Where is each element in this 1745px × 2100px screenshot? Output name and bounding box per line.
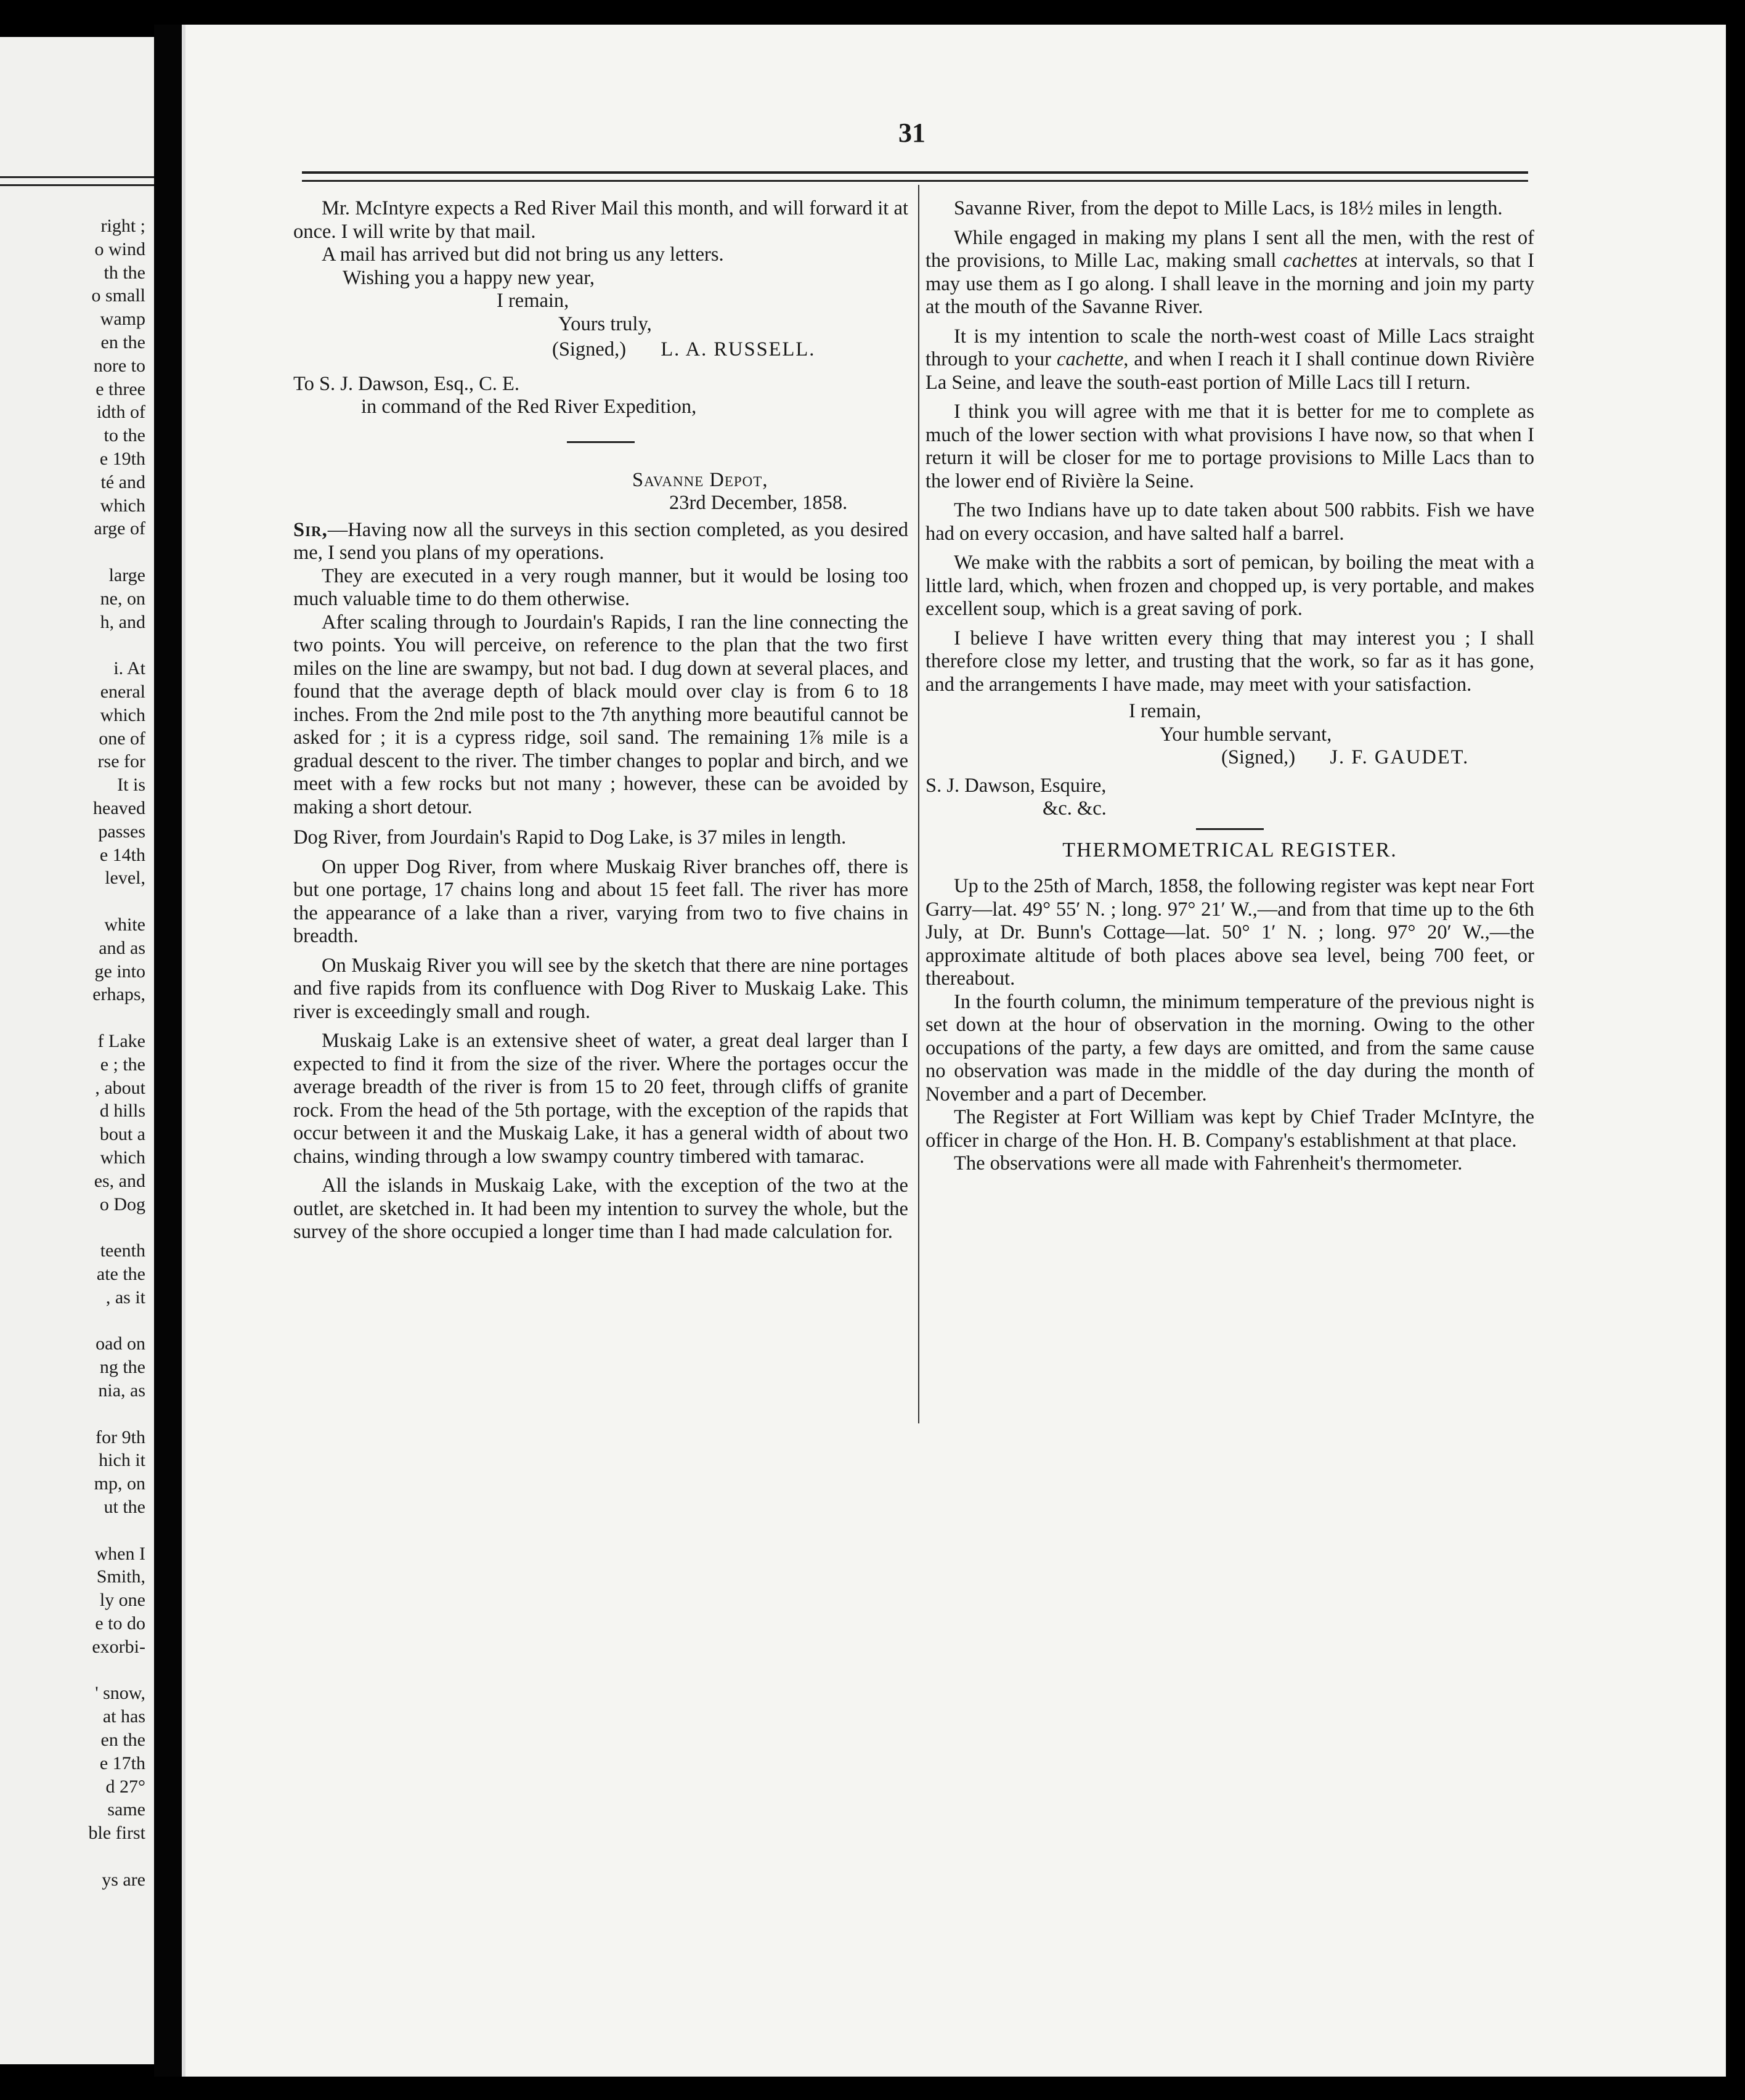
paragraph: On Muskaig River you will see by the sketch that there are nine portages and five rapids from its confluence with Dog River to Muskaig Lake. This river is exceedingly small and rough. xyxy=(293,954,908,1023)
adjacent-page-fragment: o small xyxy=(91,285,145,306)
adjacent-page-fragment: , about xyxy=(95,1077,145,1098)
closing-line: Your humble servant, xyxy=(1160,723,1332,746)
paragraph xyxy=(925,325,1534,395)
adjacent-page-fragment: h, and xyxy=(100,611,145,632)
paragraph-text: at intervals, so that I may use them as I go along. I shall leave in the morning and join my party at the mouth of the Savanne River. xyxy=(925,250,1534,318)
closing-line: I remain, xyxy=(497,290,569,312)
italic-term: cachette xyxy=(1056,348,1124,370)
adjacent-page-fragment: ' snow, xyxy=(95,1683,145,1704)
paragraph: A mail has arrived but did not bring us any letters. xyxy=(322,243,724,266)
adjacent-page-fragment: at has xyxy=(102,1706,145,1727)
adjacent-page-fragment: o wind xyxy=(94,238,145,259)
paragraph: I think you will agree with me that it is better for me to complete as much of the lower section with what provisions I have now, so that when I return it will be closer for me to portage provisions to Mille Lacs than to the lower end of Rivière la Seine. xyxy=(925,401,1534,492)
signature-line xyxy=(925,746,1534,770)
paragraph: The two Indians have up to date taken about 500 rabbits. Fish we have had on every occasion, and have salted half a barrel. xyxy=(925,499,1534,545)
salutation: Sir, xyxy=(293,518,328,541)
adjacent-page-fragment: nore to xyxy=(93,355,145,376)
adjacent-page-fragment: level, xyxy=(105,868,145,889)
adjacent-page-fragment: en the xyxy=(100,1730,145,1750)
adjacent-page-fragment: e 14th xyxy=(99,844,145,865)
adjacent-page-left xyxy=(0,37,154,2064)
paragraph: I believe I have written every thing that may interest you ; I shall therefore close my letter, and trusting that the work, so far as it has gone, and the arrangements I have made, may meet with your satisfaction. xyxy=(925,627,1534,696)
adjacent-page-fragment: which xyxy=(100,704,145,725)
paragraph: They are executed in a very rough manner, but it would be losing too much valuable time to do them otherwise. xyxy=(293,564,908,610)
paragraph: The Register at Fort William was kept by Chief Trader McIntyre, the officer in charge of the Hon. H. B. Company's establishment at that place. xyxy=(925,1106,1534,1152)
adjacent-page-fragment: en the xyxy=(100,332,145,352)
header-double-rule xyxy=(302,171,1528,182)
adjacent-page-fragment: ly one xyxy=(99,1590,145,1611)
adjacent-page-fragment: es, and xyxy=(94,1170,145,1191)
adjacent-page-fragment: white xyxy=(104,914,145,935)
letter-date: 23rd December, 1858. xyxy=(669,492,848,514)
adjacent-page-rule xyxy=(0,176,154,186)
paragraph: We make with the rabbits a sort of pemican, by boiling the meat with a little lard, which, when frozen and chopped up, is very portable, and makes excellent soup, which is a great saving of pork. xyxy=(925,551,1534,620)
addressee-line: S. J. Dawson, Esquire, xyxy=(925,774,1107,797)
letter-place: Savanne Depot, xyxy=(632,468,768,491)
adjacent-page-fragment: large xyxy=(108,565,145,585)
adjacent-page-fragment: , as it xyxy=(105,1287,145,1308)
left-column xyxy=(293,197,908,1244)
adjacent-page-fragment: e ; the xyxy=(100,1054,145,1075)
adjacent-page-fragment: d hills xyxy=(99,1101,145,1121)
paragraph: In the fourth column, the minimum temperature of the previous night is set down at the hour of observation in the morning. Owing to the other occupations of the party, a few days are omitted, and from the same cause no observation was made in the middle of the day during the month of November and a part of December. xyxy=(925,990,1534,1105)
column-divider xyxy=(918,185,919,1423)
adjacent-page-fragment: Smith, xyxy=(96,1566,145,1587)
adjacent-page-fragment: one of xyxy=(99,728,145,749)
adjacent-page-fragment: teenth xyxy=(100,1240,145,1261)
adjacent-page-fragment: mp, on xyxy=(94,1473,145,1494)
paragraph: After scaling through to Jourdain's Rapids, I ran the line connecting the two points. You will perceive, on reference to the plan that the two first miles on the line are swampy, but not bad. I dug down at several places, and found that the average depth of black mould over clay is from 6 to 18 inches. From the 2nd mile post to the 7th anything more beautiful cannot be asked for ; it is a cypress ridge, soil sand. The remaining 1⅞ mile is a gradual descent to the river. The timber changes to poplar and birch, and we meet with a few rocks but not many ; however, these can be avoided by making a short detour. xyxy=(293,611,908,818)
signed-label: (Signed,) xyxy=(552,338,627,360)
adjacent-page-fragment: hich it xyxy=(99,1450,145,1471)
closing-line: I remain, xyxy=(1129,700,1202,722)
paragraph: Savanne River, from the depot to Mille Lacs, is 18½ miles in length. xyxy=(954,197,1503,219)
signer-name: J. F. GAUDET. xyxy=(1330,746,1470,768)
paragraph: Up to the 25th of March, 1858, the following register was kept near Fort Garry—lat. 49° 55′ N. ; long. 97° 21′ W.,—and from that time up to the 6th July, at Dr. Bunn's Cottage—lat. 50° 1′ N. ; long. 97° 20′ W.,—the approximate altitude of both places above sea level, being 700 feet, or thereabout. xyxy=(925,875,1534,990)
closing-line: Wishing you a happy new year, xyxy=(343,266,595,289)
adjacent-page-fragment: ne, on xyxy=(100,588,145,609)
paragraph: The observations were all made with Fahrenheit's thermometer. xyxy=(954,1152,1463,1174)
paragraph: On upper Dog River, from where Muskaig River branches off, there is but one portage, 17 chains long and about 15 feet fall. The river has more the appearance of a lake than a river, varying from two to five chains in breadth. xyxy=(293,855,908,947)
addressee-line: To S. J. Dawson, Esq., C. E. xyxy=(293,372,519,395)
page-number: 31 xyxy=(898,118,925,148)
adjacent-page-fragment: e 17th xyxy=(99,1752,145,1773)
adjacent-page-fragment: ble first xyxy=(88,1823,145,1844)
adjacent-page-fragment: exorbi- xyxy=(92,1636,145,1657)
adjacent-page-fragment: for 9th xyxy=(96,1426,145,1447)
adjacent-page-fragment: erhaps, xyxy=(92,984,145,1005)
adjacent-page-fragment: same xyxy=(107,1799,145,1820)
signed-label: (Signed,) xyxy=(1221,746,1296,768)
addressee-line: &c. &c. xyxy=(1043,797,1107,820)
adjacent-page-fragment: ge into xyxy=(94,961,145,982)
adjacent-page-fragment: when I xyxy=(94,1543,145,1564)
section-heading: THERMOMETRICAL REGISTER. xyxy=(1062,838,1397,861)
addressee-line: in command of the Red River Expedition, xyxy=(361,396,697,418)
right-column xyxy=(925,197,1534,1176)
adjacent-page-fragment: and as xyxy=(99,937,145,958)
signature-line xyxy=(293,338,908,362)
paragraph xyxy=(925,227,1534,319)
paragraph-text: While engaged in making my plans I sent all the men, with the rest of the provisions, to Mille Lac, making small xyxy=(925,226,1534,272)
paragraph: Mr. McIntyre expects a Red River Mail this month, and will forward it at once. I will write by that mail. xyxy=(293,197,908,243)
adjacent-page-fragment: té and xyxy=(100,471,145,492)
closing-line: Yours truly, xyxy=(558,312,652,335)
adjacent-page-fragment: rse for xyxy=(97,751,145,772)
paragraph-text: , and when I reach it I shall continue down Rivière La Seine, and leave the south-east portion of Mille Lacs till I return. xyxy=(925,348,1534,394)
adjacent-page-fragment: e to do xyxy=(95,1613,145,1634)
paragraph-text: —Having now all the surveys in this section completed, as you desired me, I send you plans of my operations. xyxy=(293,518,908,564)
adjacent-page-fragment: e 19th xyxy=(99,449,145,469)
adjacent-page-fragment: d 27° xyxy=(105,1776,145,1797)
adjacent-page-fragment: eneral xyxy=(100,682,145,702)
adjacent-page-fragment: idth of xyxy=(96,402,145,423)
adjacent-page-fragment: which xyxy=(100,495,145,516)
adjacent-page-fragment: f Lake xyxy=(97,1031,145,1051)
adjacent-page-fragment: i. At xyxy=(113,658,145,679)
paragraph: Muskaig Lake is an extensive sheet of water, a great deal larger than I expected to find it from the size of the river. Where the portages occur the average breadth of the river is from 15 to 20 feet, through cliffs of granite rock. From the head of the 5th portage, with the exception of the rapids that occur between it and the Muskaig Lake, it has a general width of about two chains, winding through a low swampy country timbered with tamarac. xyxy=(293,1030,908,1168)
adjacent-page-fragment: o Dog xyxy=(99,1194,145,1215)
adjacent-page-fragment: ng the xyxy=(99,1357,145,1378)
paragraph-text: It is my intention to scale the north-west coast of Mille Lacs straight through to your xyxy=(925,325,1534,370)
adjacent-page-fragment: passes xyxy=(98,821,145,842)
scan-border-right xyxy=(1727,0,1745,2100)
adjacent-page-fragment: ate the xyxy=(96,1264,145,1284)
italic-term: cachettes xyxy=(1283,250,1358,272)
adjacent-page-fragment: arge of xyxy=(94,518,145,539)
adjacent-page-fragment: oad on xyxy=(96,1333,145,1354)
adjacent-page-fragment: wamp xyxy=(100,309,145,330)
adjacent-page-fragment: ut the xyxy=(104,1497,145,1517)
signer-name: L. A. RUSSELL. xyxy=(661,338,816,360)
paragraph: Dog River, from Jourdain's Rapid to Dog Lake, is 37 miles in length. xyxy=(293,826,847,849)
adjacent-page-fragment: th the xyxy=(104,262,145,283)
adjacent-page-fragment: to the xyxy=(104,425,145,446)
adjacent-page-fragment: ys are xyxy=(102,1869,145,1890)
adjacent-page-fragment: e three xyxy=(96,378,145,399)
adjacent-page-fragment: which xyxy=(100,1147,145,1168)
adjacent-page-fragment: heaved xyxy=(93,798,145,818)
adjacent-page-fragment: right ; xyxy=(100,216,145,236)
paragraph xyxy=(293,519,908,565)
adjacent-page-fragment: It is xyxy=(117,775,145,796)
adjacent-page-fragment: nia, as xyxy=(98,1380,145,1401)
paragraph: All the islands in Muskaig Lake, with the exception of the two at the outlet, are sketched in. It had been my intention to survey the whole, but the survey of the shore occupied a longer time than I had made calculation for. xyxy=(293,1174,908,1243)
adjacent-page-fragment: bout a xyxy=(99,1124,145,1145)
